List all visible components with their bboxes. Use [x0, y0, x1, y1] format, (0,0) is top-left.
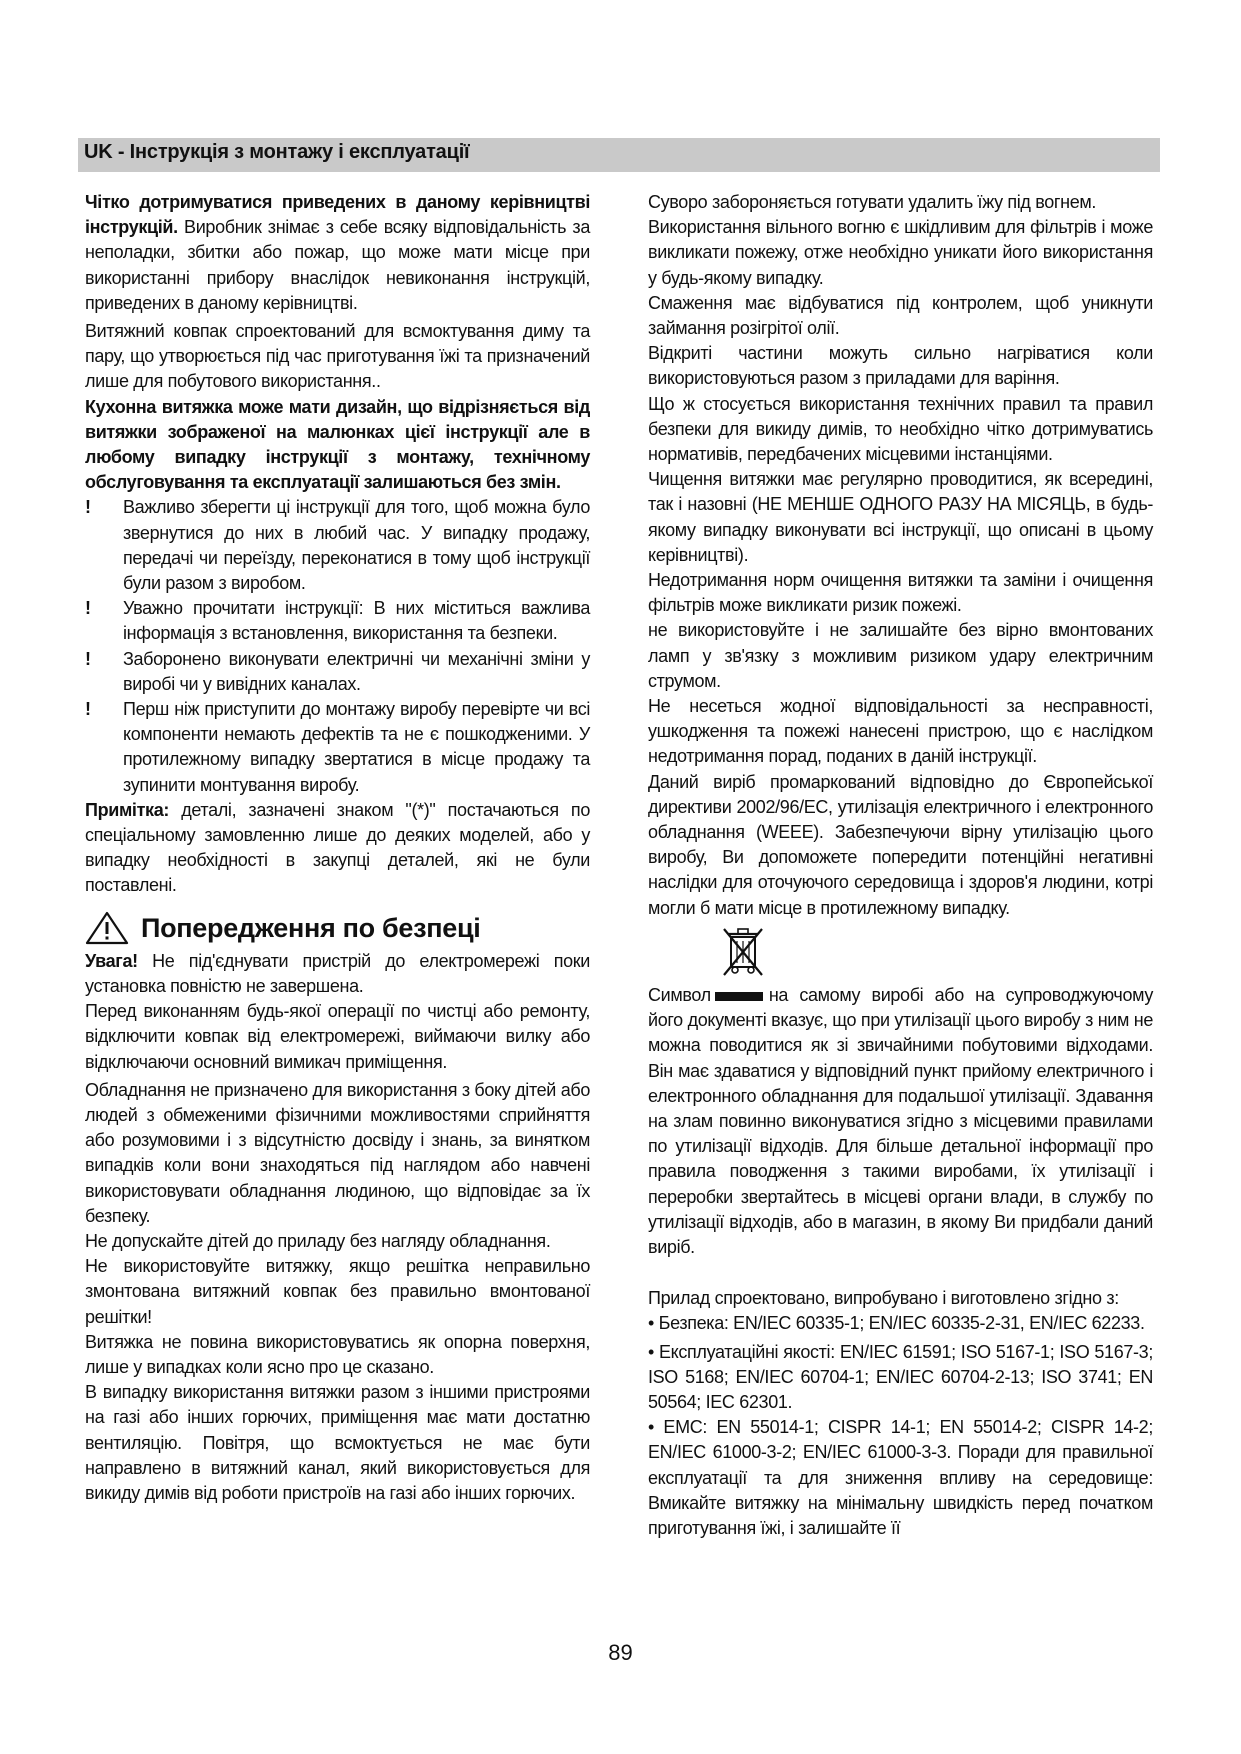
safety-title: Попередження по безпеці [141, 912, 481, 943]
bullet-text: Уважно прочитати інструкції: В них міститься важлива інформація з встановлення, використання та безпеки. [123, 598, 590, 644]
emc-paragraph [648, 1415, 1153, 1541]
note-paragraph [85, 798, 590, 899]
page-number: 89 [608, 1640, 633, 1665]
note-label: Примітка: [85, 799, 169, 820]
safety-paragraph: В випадку використання витяжки разом з іншими пристроями на газі або інших горючих, приміщення має мати достатню вентиляцію. Повітря, що всмоктується не має бути направлено в витяжний канал, який використовується для викиду димів від роботи пристроїв на газі або інших горючих. [85, 1382, 590, 1503]
emc-text: • EMC: EN 55014-1; CISPR 14-1; EN 55014-2; CISPR 14-2; EN/IEC 61000-3-2; EN/IEC 61000-3-3. [648, 1417, 1153, 1463]
bullet-item [85, 596, 590, 646]
right-paragraph: Використання вільного вогню є шкідливим для фільтрів і може викликати пожежу, отже необхідно уникати його використання у будь-якому випадку. [648, 217, 1153, 288]
note-text: деталі, зазначені знаком "(*)" постачаються по спеціальному замовленню лише до деяких моделей, або у випадку необхідності в закупці деталей, які не були поставлені. [85, 799, 590, 896]
standards-intro: Прилад спроектовано, випробувано і виготовлено згідно з: [648, 1288, 1119, 1309]
left-column [85, 190, 590, 1506]
safety-paragraph: Витяжка не повина використовуватись як опорна поверхня, лише у випадках коли ясно про це сказано. [85, 1331, 590, 1377]
warning-paragraph [85, 949, 590, 999]
intro-text: Виробник знімає з себе всяку відповідальність за неполадки, збитки або пожар, що може мати місце при використанні прибору внаслідок невиконання інструкцій, приведених в даному керівництві. [85, 217, 590, 313]
bullet-item [85, 495, 590, 596]
right-paragraph: Смаження має відбуватися під контролем, щоб уникнути займання розігрітої олії. [648, 292, 1153, 339]
safety-paragraph: Перед виконанням будь-якої операції по чистці або ремонту, відключити ковпак від електромережі, виймаючи вилку або відключаючи основний вимикач приміщення. [85, 1001, 590, 1072]
standard-item: • Безпека: EN/IEC 60335-1; EN/IEC 60335-2-31, EN/IEC 62233. [648, 1313, 1145, 1334]
section-header: UK - Інструкція з монтажу і експлуатації [78, 138, 1160, 172]
bullet-text: Перш ніж приступити до монтажу виробу перевірте чи всі компоненти немають дефектів та не є пошкодженими. У протилежному випадку звертатися в місце продажу та зупинити монтування виробу. [123, 699, 590, 795]
safety-paragraph: Не використовуйте витяжку, якщо решітка неправильно змонтована витяжний ковпак без правильно вмонтованої решітки! [85, 1256, 590, 1327]
right-column [648, 190, 1153, 1541]
symbol-paragraph [648, 983, 1153, 1260]
warning-text: Не під'єднувати пристрій до електромережі поки установка повністю не завершена. [85, 950, 590, 996]
intro-bold: Чітко дотримуватися приведених в даному керівництві інструкцій. [85, 192, 590, 238]
right-paragraph: Суворо забороняється готувати удалить їжу під вогнем. [648, 192, 1097, 212]
warning-triangle-icon [85, 911, 129, 945]
exclamation-mark: ! [85, 699, 91, 720]
safety-heading [85, 911, 590, 945]
right-paragraph: Не несеться жодної відповідальності за несправності, ушкодження та пожежі нанесені пристрою, що є наслідком недотримання порад, поданих в даній інструкції. [648, 696, 1153, 767]
exclamation-mark: ! [85, 497, 91, 518]
bullet-text: Заборонено виконувати електричні чи механічні зміни у виробі чи у вивідних каналах. [123, 648, 590, 694]
exclamation-mark: ! [85, 598, 91, 619]
hood-paragraph: Витяжний ковпак спроектований для всмоктування диму та пару, що утворюється під час приготування їжі та призначений лише для побутового використання.. [85, 321, 590, 392]
standard-item: • Експлуатаційні якості: EN/IEC 61591; ISO 5167-1; ISO 5167-3; ISO 5168; EN/IEC 60704-1; EN/IEC 60704-2-13; ISO 3741; EN 50564; IEC 62301. [648, 1341, 1153, 1412]
symbol-word: Символ [648, 984, 711, 1005]
bullet-item [85, 647, 590, 697]
advice-text: Поради для правильної експлуатації та для зниження впливу на середовище: Вмикайте витяжку на мінімальну швидкість перед початком приготування їжі, і залишайте її [648, 1442, 1153, 1538]
warning-label: Увага! [85, 950, 138, 971]
right-paragraph: Недотримання норм очищення витяжки та заміни і очищення фільтрів може викликати ризик пожежі. [648, 570, 1153, 616]
right-paragraph: Чищення витяжки має регулярно проводитися, як всередині, так і назовні (НЕ МЕНШЕ ОДНОГО РАЗУ НА МІСЯЦЬ, в будь-якому випадку виконувати всі інструкції, що описані в цьому керівництві). [648, 469, 1153, 565]
crossed-bin-icon [720, 923, 766, 981]
safety-paragraph: Не допускайте дітей до приладу без нагляду обладнання. [85, 1230, 551, 1251]
spacer [648, 1260, 1153, 1286]
bullet-text: Важливо зберегти ці інструкції для того, щоб можна було звернутися до них в любий час. У випадку продажу, передачі чи переїзду, переконатися в тому щоб інструкції були разом з виробом. [123, 497, 590, 594]
black-bar-symbol [715, 992, 763, 1001]
bullet-item [85, 697, 590, 798]
design-paragraph: Кухонна витяжка може мати дизайн, що відрізняється від витяжки зображеної на малюнках цієї інструкції але в любому випадку інструкції з монтажу, технічному обслуговування та експлуатації залишаються без змін. [85, 396, 590, 493]
symbol-text: на самому виробі або на супроводжуючому його документі вказує, що при утилізації цього виробу з ним не можна поводитися як зі звичайними побутовими відходами. Він має здаватися у відповідний пункт прийому електричного і електронного обладнання для подальшої утилізації. Здавання на злам повинно виконуватися згідно з місцевими правилами по утилізації відходів. Для більше детальної інформації про правила поводження з такими виробами, їх утилізації і переробки звертайтесь в місцеві органи влади, в службу по утилізації відходів, або в магазин, в якому Ви придбали даний виріб. [648, 984, 1153, 1257]
safety-paragraph: Обладнання не призначено для використання з боку дітей або людей з обмеженими фізичними можливостями сприйняття або розумовими і з відсутністю досвіду і знань, за винятком випадків коли вони знаходяться під наглядом або навчені використовувати обладнання людиною, що відповідає за їх безпеку. [85, 1079, 590, 1226]
right-paragraph: Відкриті частини можуть сильно нагріватися коли використовуються разом з приладами для варіння. [648, 343, 1153, 389]
right-paragraph: Що ж стосується використання технічних правил та правил безпеки для викиду димів, то необхідно чітко дотримуватись нормативів, передбачених місцевими інстанціями. [648, 393, 1153, 465]
intro-paragraph [85, 190, 590, 316]
weee-paragraph: Даний виріб промаркований відповідно до Європейської директиви 2002/96/EC, утилізація електричного і електронного обладнання (WEEE). Забезпечуючи вірну утилізацію цього виробу, Ви допоможете попередити потенційні негативні наслідки для оточуючого середовища і здоров'я людини, котрі могли б мати місце в протилежному випадку. [648, 771, 1153, 918]
exclamation-mark: ! [85, 648, 91, 669]
right-paragraph: не використовуйте і не залишайте без вірно вмонтованих ламп у зв'язку з можливим ризиком удару електричним струмом. [648, 620, 1153, 691]
